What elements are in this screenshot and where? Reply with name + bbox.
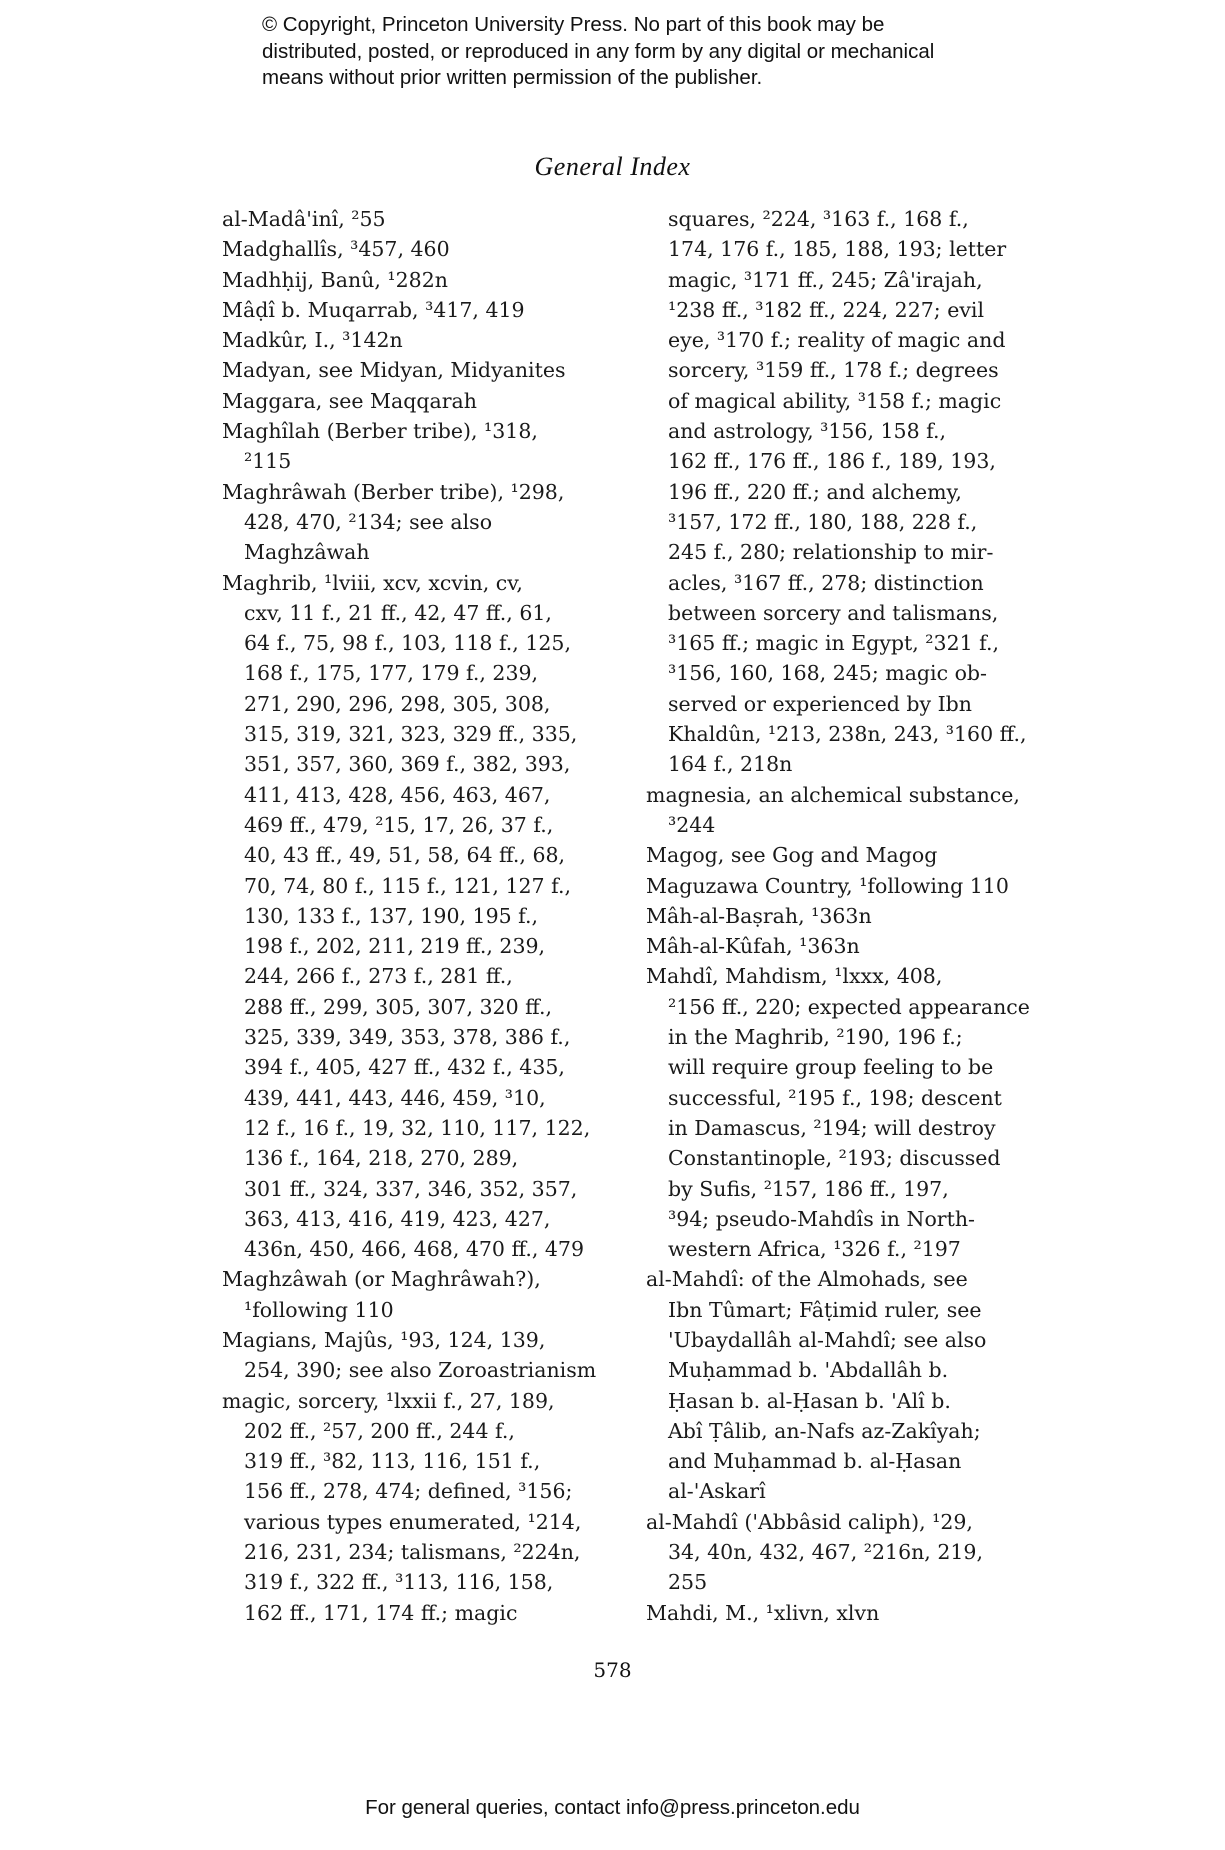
index-entry-continuation: 245 f., 280; relationship to mir- <box>668 540 994 565</box>
index-entry-continuation: by Sufis, ²157, 186 ff., 197, <box>668 1176 949 1201</box>
index-entry-continuation: 'Ubaydallâh al-Mahdî; see also <box>668 1327 987 1352</box>
index-entry: al-Madâ'inî, ²55 <box>222 207 386 231</box>
index-entry: Maguzawa Country, ¹following 110 <box>646 873 1009 898</box>
index-entry-continuation: 351, 357, 360, 369 f., 382, 393, <box>244 752 571 777</box>
index-entry-continuation: ³156, 160, 168, 245; magic ob- <box>668 661 987 686</box>
index-entry-continuation: served or experienced by Ibn <box>668 691 972 716</box>
index-entry-continuation: eye, ³170 f.; reality of magic and <box>668 328 1006 353</box>
index-entry-continuation: 136 f., 164, 218, 270, 289, <box>244 1146 519 1171</box>
index-entry: Mahdi, M., ¹xlivn, xlvn <box>646 1600 880 1625</box>
index-entry-continuation: 202 ff., ²57, 200 ff., 244 f., <box>244 1418 515 1443</box>
index-entry: Maghîlah (Berber tribe), ¹318, <box>222 419 538 444</box>
index-entry-continuation: 156 ff., 278, 474; defined, ³156; <box>244 1479 573 1504</box>
index-entry: Madhḥij, Banû, ¹282n <box>222 267 448 292</box>
copyright-line: means without prior written permission of the publisher. <box>262 66 763 89</box>
copyright-line: distributed, posted, or reproduced in any form by any digital or mechanical <box>262 39 935 63</box>
index-entry-continuation: acles, ³167 ff., 278; distinction <box>668 570 984 595</box>
index-entry-continuation: 439, 441, 443, 446, 459, ³10, <box>244 1085 546 1110</box>
index-entry-continuation: ¹238 ff., ³182 ff., 224, 227; evil <box>668 297 985 322</box>
copyright-notice <box>262 12 1022 92</box>
index-entry-continuation: 255 <box>668 1570 708 1595</box>
index-entry-continuation: 174, 176 f., 185, 188, 193; letter <box>668 237 1007 262</box>
page-number: 578 <box>593 1658 632 1682</box>
index-entry: Madkûr, I., ³142n <box>222 328 403 353</box>
index-entry: Mâḍî b. Muqarrab, ³417, 419 <box>222 297 525 322</box>
index-entry-continuation: 216, 231, 234; talismans, ²224n, <box>244 1540 581 1565</box>
index-entry-continuation: 469 ff., 479, ²15, 17, 26, 37 f., <box>244 812 554 837</box>
index-entry-continuation: 130, 133 f., 137, 190, 195 f., <box>244 903 539 928</box>
index-entry-continuation: Abî Ṭâlib, an-Nafs az-Zakîyah; <box>668 1418 981 1443</box>
index-entry-continuation: 301 ff., 324, 337, 346, 352, 357, <box>244 1176 578 1201</box>
index-entry-continuation: 319 f., 322 ff., ³113, 116, 158, <box>244 1570 554 1595</box>
index-entry-continuation: 162 ff., 176 ff., 186 f., 189, 193, <box>668 449 996 474</box>
index-entry: Madyan, see Midyan, Midyanites <box>222 358 566 383</box>
index-entry: al-Mahdî: of the Almohads, see <box>646 1267 968 1292</box>
index-entry-continuation: 271, 290, 296, 298, 305, 308, <box>244 691 551 716</box>
index-entry: Maghrâwah (Berber tribe), ¹298, <box>222 479 565 504</box>
index-entry-continuation: 12 f., 16 f., 19, 32, 110, 117, 122, <box>244 1115 591 1140</box>
index-entry-continuation: western Africa, ¹326 f., ²197 <box>668 1237 961 1262</box>
index-entry-continuation: 244, 266 f., 273 f., 281 ff., <box>244 964 513 989</box>
index-entry-continuation: in the Maghrib, ²190, 196 f.; <box>668 1025 963 1050</box>
index-entry-continuation: 428, 470, ²134; see also <box>244 509 493 534</box>
index-entry-continuation: 34, 40n, 432, 467, ²216n, 219, <box>668 1540 983 1565</box>
index-entry: Magog, see Gog and Magog <box>646 843 938 868</box>
index-entry-continuation: 196 ff., 220 ff.; and alchemy, <box>668 479 962 504</box>
index-entry-continuation: 70, 74, 80 f., 115 f., 121, 127 f., <box>244 873 571 898</box>
index-entry-continuation: 436n, 450, 466, 468, 470 ff., 479 <box>244 1237 585 1262</box>
index-entry: Mâh-al-Baṣrah, ¹363n <box>646 903 872 928</box>
index-entry-continuation: Khaldûn, ¹213, 238n, 243, ³160 ff., <box>668 722 1027 747</box>
index-entry-continuation: in Damascus, ²194; will destroy <box>668 1115 996 1140</box>
index-entry-continuation: 164 f., 218n <box>668 752 793 777</box>
index-entry-continuation: 394 f., 405, 427 ff., 432 f., 435, <box>244 1055 565 1080</box>
index-entry-continuation: 254, 390; see also Zoroastrianism <box>244 1358 597 1383</box>
index-entry: al-Mahdî ('Abbâsid caliph), ¹29, <box>646 1509 973 1534</box>
copyright-line: © Copyright, Princeton University Press. No part of this book may be <box>262 13 885 36</box>
index-column-left <box>222 204 632 1628</box>
index-entry-continuation: ²115 <box>244 449 292 474</box>
index-entry: magnesia, an alchemical substance, <box>646 782 1020 807</box>
index-entry-continuation: 168 f., 175, 177, 179 f., 239, <box>244 661 539 686</box>
index-entry-continuation: sorcery, ³159 ff., 178 f.; degrees <box>668 358 999 383</box>
index-entry-continuation: of magical ability, ³158 f.; magic <box>668 388 1002 413</box>
index-entry-continuation: Constantinople, ²193; discussed <box>668 1146 1001 1171</box>
index-entry-continuation: ³94; pseudo-Mahdîs in North- <box>668 1206 975 1231</box>
index-entry: Mahdî, Mahdism, ¹lxxx, 408, <box>646 964 943 989</box>
index-entry-continuation: 315, 319, 321, 323, 329 ff., 335, <box>244 722 578 747</box>
index-entry-continuation: ²156 ff., 220; expected appearance <box>668 994 1030 1019</box>
index-entry-continuation: Maghzâwah <box>244 540 370 565</box>
index-entry-continuation: 411, 413, 428, 456, 463, 467, <box>244 782 551 807</box>
index-entry-continuation: 363, 413, 416, 419, 423, 427, <box>244 1206 551 1231</box>
index-entry-continuation: 162 ff., 171, 174 ff.; magic <box>244 1600 518 1625</box>
index-entry-continuation: 198 f., 202, 211, 219 ff., 239, <box>244 934 546 959</box>
index-entry: Maggara, see Maqqarah <box>222 388 477 413</box>
index-entry-continuation: ³244 <box>668 812 716 837</box>
index-entry: Maghzâwah (or Maghrâwah?), <box>222 1267 541 1292</box>
index-entry-continuation: between sorcery and talismans, <box>668 600 999 625</box>
index-entry-continuation: will require group feeling to be <box>668 1055 994 1080</box>
index-entry-continuation: various types enumerated, ¹214, <box>244 1509 582 1534</box>
index-entry-continuation: ³165 ff.; magic in Egypt, ²321 f., <box>668 631 1000 656</box>
index-entry: Maghrib, ¹lviii, xcv, xcvin, cv, <box>222 570 523 595</box>
index-entry-continuation: cxv, 11 f., 21 ff., 42, 47 ff., 61, <box>244 600 552 625</box>
index-entry-continuation: magic, ³171 ff., 245; Zâ'irajah, <box>668 267 983 292</box>
index-entry: magic, sorcery, ¹lxxii f., 27, 189, <box>222 1388 555 1413</box>
index-entry-continuation: al-'Askarî <box>668 1479 766 1504</box>
index-entry-continuation: Ḥasan b. al-Ḥasan b. 'Alî b. <box>668 1388 951 1413</box>
index-entry-continuation: and Muḥammad b. al-Ḥasan <box>668 1449 962 1474</box>
index-entry-continuation: and astrology, ³156, 158 f., <box>668 419 947 444</box>
index-entry-continuation: successful, ²195 f., 198; descent <box>668 1085 1002 1110</box>
page-title: General Index <box>534 152 691 181</box>
index-entry-continuation: ³157, 172 ff., 180, 188, 228 f., <box>668 509 978 534</box>
index-entry-continuation: Muḥammad b. 'Abdallâh b. <box>668 1358 949 1383</box>
index-entry-continuation: 288 ff., 299, 305, 307, 320 ff., <box>244 994 553 1019</box>
index-entry: Mâh-al-Kûfah, ¹363n <box>646 934 860 959</box>
index-entry-continuation: 40, 43 ff., 49, 51, 58, 64 ff., 68, <box>244 843 566 868</box>
index-entry: Madghallîs, ³457, 460 <box>222 237 450 262</box>
index-entry-continuation: squares, ²224, ³163 f., 168 f., <box>668 207 969 231</box>
index-column-right <box>646 204 1071 1628</box>
index-entry: Magians, Majûs, ¹93, 124, 139, <box>222 1327 546 1352</box>
footer-contact: For general queries, contact info@press.princeton.edu <box>365 1796 860 1819</box>
index-entry-continuation: Ibn Tûmart; Fâṭimid ruler, see <box>668 1297 982 1322</box>
index-entry-continuation: 325, 339, 349, 353, 378, 386 f., <box>244 1025 571 1050</box>
index-entry-continuation: 64 f., 75, 98 f., 103, 118 f., 125, <box>244 631 571 656</box>
index-entry-continuation: 319 ff., ³82, 113, 116, 151 f., <box>244 1449 541 1474</box>
index-entry-continuation: ¹following 110 <box>244 1297 394 1322</box>
